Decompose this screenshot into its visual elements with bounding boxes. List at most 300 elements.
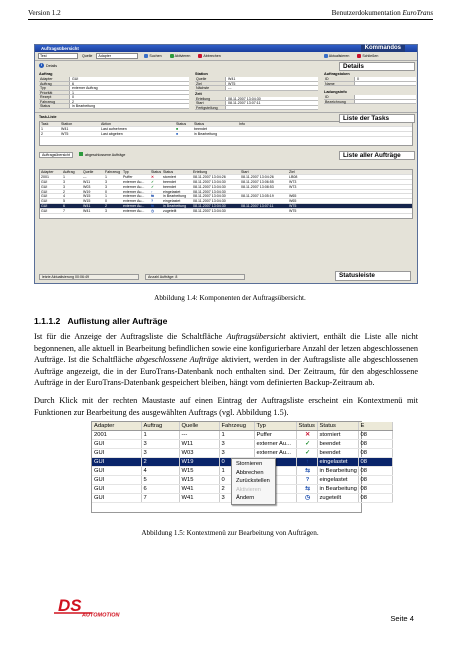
figure-caption-1: Abbildung 1.4: Komponenten der Auftragsübersicht. [154,294,306,302]
tasks-header [35,112,417,121]
order-cell: Puffer [123,174,133,179]
table-cell: 7 [141,494,179,503]
order-cell [240,209,288,213]
station-field-value: W75 [225,82,318,86]
version-label: Version 1.2 [28,9,61,17]
zeit-field-label: Start [196,101,204,105]
table-cell: 3 [141,440,179,449]
check-icon: ✓ [305,450,310,456]
auftrag-field-label: Status [40,104,51,108]
transfer-icon: ⇆ [151,204,155,209]
order-cell: 3 [63,184,65,189]
ladung-field-label: Bezeichnung [325,99,346,104]
column-header: Status [176,122,187,126]
station-field-label: Quelle [196,77,207,81]
auftrag-field [39,104,189,109]
table-cell: eingelastet [317,458,358,467]
task-cell: W75 [61,131,69,136]
order-cell: beendet [163,179,176,184]
kommandos-label: Kommandos [361,45,405,52]
order-cell: 2 [105,204,107,209]
order-cell: W41 [83,204,91,209]
order-cell: 5 [63,199,65,204]
auftrag-field-value: externer Auftrag [69,86,189,90]
cancel-icon: ✕ [305,432,310,438]
ladung-group-title: Ladungsinfo [324,90,347,94]
task-list [39,121,413,146]
order-cell: 08.11.2007 13:05:19 [241,194,274,199]
order-cell: GUI [41,209,48,214]
auftragsuebersicht-screenshot [34,44,418,284]
cancel-icon [198,54,202,58]
arrow-up-icon: ↑ [151,189,153,194]
status-square-icon: ■ [176,126,179,131]
order-cell: W73 [289,184,297,189]
order-cell: 7 [63,209,65,214]
column-header: Status [194,122,205,126]
order-cell: eingelastet [163,199,181,204]
table-cell: beendet [317,440,358,449]
table-cell: zugeteilt [317,494,358,503]
order-cell: GUI [41,184,48,189]
status-cell [150,175,162,179]
column-header: Erteilung [193,170,208,174]
table-cell: GUI [92,494,141,503]
task-cell [238,132,318,136]
table-cell: 2001 [92,431,141,440]
table-cell: 3 [219,449,254,458]
token-field-value: 0 [354,77,416,81]
order-cell: 08.11.2007 13:08:53 [241,184,274,189]
clock-icon: ◷ [304,495,311,501]
column-header: Status [151,170,162,174]
order-cell: 3 [105,179,107,184]
order-cell: W65 [289,199,297,204]
auftrag-group-title: Auftrag [39,72,53,76]
status-cell [296,449,317,458]
auftragsuebersicht-tab[interactable]: Auftragsübersicht [39,152,73,158]
question-icon: ? [151,199,154,204]
table-cell: 08 [358,485,392,494]
status-cell [296,494,317,503]
table-cell: in Bearbeitung [317,485,358,494]
order-cell: GUI [41,179,48,184]
column-header: Status [317,422,358,431]
quelle-select[interactable]: Adapter [96,53,138,59]
order-cell [240,199,288,203]
clock-icon: ◷ [151,209,155,214]
table-cell: GUI [92,458,141,467]
order-cell: storniert [163,174,176,179]
auftrag-field-value: 0 [69,95,189,99]
auftrag-field-value: 1 [69,91,189,95]
task-cell: W41 [61,126,69,131]
transfer-icon: ⇆ [151,194,155,199]
order-cell: 1 [105,174,107,179]
order-cell: 2 [63,189,65,194]
column-header: Ziel [289,170,295,174]
doc-title: Benutzerdokumentation EuroTrans [331,9,433,17]
status-cell [296,458,317,467]
figure-caption-2: Abbildung 1.5: Kontextmenü zur Bearbeitung von Aufträgen. [141,529,319,537]
last-update-label: letzte Aktualisierung 00:06:49 [39,274,139,280]
order-row[interactable] [40,209,412,214]
table-cell: Puffer [254,431,296,440]
table-cell: beendet [317,449,358,458]
task-cell: Last abgeben [101,131,123,136]
auftrag-field-label: Adapter [40,77,53,81]
search-icon [144,54,148,58]
column-header: E [358,422,392,431]
zeit-field-label: Erteilung [196,96,211,101]
status-cell [150,199,162,203]
details-panel [35,70,417,110]
order-cell: externer Au... [123,209,145,214]
table-cell: externer Au... [254,440,296,449]
table-cell: in Bearbeitung [317,467,358,476]
ladung-field [324,100,416,105]
table-cell: GUI [92,485,141,494]
table-cell: W19 [179,458,219,467]
order-cell [240,190,288,194]
table-cell: 6 [141,485,179,494]
table-cell: 1 [219,467,254,476]
table-cell: 2 [219,485,254,494]
check-icon: ✓ [305,441,310,447]
order-cell: W03 [83,184,91,189]
station-field-value: --- [225,86,318,90]
window-titlebar [35,45,417,52]
info-icon: i [39,63,44,68]
refresh-icon [324,54,328,58]
table-cell: 4 [141,467,179,476]
table-cell: storniert [317,431,358,440]
order-cell: W15 [83,194,91,199]
paragraph-1: Ist für die Anzeige der Auftragsliste die Schaltfläche Auftragsübersicht aktiviert, enthält die Liste alle nicht begonnenen, alle aktuell in Bearbeitung befindlichen sowie eine konfigurierbare Anzahl der letzen abgeschlossenen Aufträge. Ist die Schaltfläche abgeschlossene Aufträge aktiviert, werden in der Auftragsliste alle abgeschlossenen Aufträge angezeigt, die in der EuroTrans-Datenbank noch enthalten sind. Der Zeitraum, für den abgeschlossene Aufträge in der EuroTrans-Datenbank gespeichert bleiben, hängt vom definierten Backup-Zeitraum ab. [34,332,419,388]
table-header-row [92,422,392,431]
zeit-group-title: Zeit [195,91,202,96]
order-cell: 3 [105,209,107,214]
task-cell [238,127,318,131]
table-row[interactable] [92,431,392,440]
station-group-title: Station [195,72,208,76]
schliessen-button[interactable]: Schließen [355,54,380,58]
cancel-icon: ✕ [151,174,155,179]
table-cell: 5 [141,476,179,485]
order-cell: W65 [289,194,297,199]
order-cell: W75 [289,209,297,214]
column-header: Status [163,170,174,174]
order-cell: --- [83,174,87,179]
orders-header [35,150,417,159]
column-header: Task [41,122,49,126]
abgeschlossene-tab[interactable]: abgeschlossene Aufträge [75,152,129,157]
ds-automotion-logo [52,596,132,618]
order-cell: W73 [289,179,297,184]
ladung-field-value [354,95,416,99]
context-menu-item-stornieren[interactable]: Stornieren [236,461,263,467]
order-cell: 3 [63,179,65,184]
auftrag-group [39,72,189,110]
check-icon: ✓ [151,184,155,189]
page-header [28,9,433,20]
paragraph-2: Durch Klick mit der rechten Maustaste auf einen Eintrag der Auftragsliste erscheint ein Kontextmenü mit Funktionen zur Bearbeitung des ausgewählten Auftrags (vgl. Abbildung 1.5). [34,396,418,417]
order-count-label: Anzahl Aufträge: 8 [145,274,245,280]
tasks-title: Task-Liste [39,115,57,119]
auftrag-field-label: Typ [40,86,46,90]
details-callout: Details [339,62,415,72]
column-header: Adapter [92,422,141,431]
context-menu-item-abbrechen[interactable]: Abbrechen [236,469,264,476]
svg-text:AUTOMOTION: AUTOMOTION [82,612,120,619]
activate-icon [170,54,174,58]
order-list [39,169,413,219]
task-cell: 1 [41,126,43,131]
table-cell: 3 [219,494,254,503]
table-cell: 2 [141,458,179,467]
column-header: Quelle [179,422,219,431]
order-cell: W11 [83,179,91,184]
column-header: Station [61,122,73,126]
order-cell: 08.11.2007 13:04:30 [193,179,226,184]
order-cell: externer Au... [123,189,145,194]
zeit-field [195,106,318,111]
token-field-value [354,82,416,86]
auftrag-field-value: 6 [69,82,189,86]
svg-text:DS: DS [58,596,82,615]
order-cell: W19 [83,189,91,194]
order-cell: 08.11.2007 13:04:30 [193,199,226,204]
table-cell: W15 [179,467,219,476]
order-cell: 6 [63,204,65,209]
order-cell: externer Au... [123,179,145,184]
order-cell: externer Au... [123,194,145,199]
order-cell [288,190,308,194]
order-cell: 08.11.2007 13:04:30 [193,204,226,209]
zeit-field-value: 08.11.2007 13:07:11 [225,101,318,105]
column-header: Auftrag [141,422,179,431]
table-cell: 0 [219,476,254,485]
order-cell: 4 [63,194,65,199]
order-cell: GUI [41,189,48,194]
table-row[interactable] [92,440,392,449]
quelle-label: Quelle [82,54,93,58]
order-cell: W75 [289,204,297,209]
statusbar-callout: Statusleiste [335,271,411,281]
order-cell: W41 [83,209,91,214]
table-cell: externer Au... [254,449,296,458]
order-cell: 1 [105,194,107,199]
order-cell: externer Au... [123,199,145,204]
order-cell: 08.11.2007 13:07:11 [241,204,274,209]
status-cell [150,204,162,208]
auftrag-field-value: in Bearbeitung [69,104,189,108]
order-cell: 08.11.2007 13:04:30 [193,184,226,189]
context-menu-item-ndern[interactable]: Ändern [236,495,255,502]
context-menu-item-zurckstellen[interactable]: Zurückstellen [236,478,270,485]
order-cell: in Bearbeitung [163,194,187,199]
order-cell: 08.11.2007 13:04:30 [193,189,226,194]
table-cell: W11 [179,440,219,449]
station-field [195,86,318,91]
table-cell: 08 [358,431,392,440]
context-menu [231,458,276,505]
column-header: Typ [123,170,129,174]
table-cell: GUI [92,476,141,485]
page-number: Seite 4 [390,614,414,623]
status-cell [296,476,317,485]
task-cell: 2 [41,131,43,136]
column-header: Typ [254,422,296,431]
table-cell: W03 [179,449,219,458]
auftrag-field-value: GUI [69,77,189,81]
close-icon [357,54,361,58]
table-cell: GUI [92,449,141,458]
arrow-up-icon: ↑ [306,459,309,465]
section-heading: 1.1.1.2 Auflistung aller Aufträge [34,316,168,326]
order-cell: externer Au... [123,204,145,209]
order-cell: zugeteilt [163,209,177,214]
table-cell: W15 [179,476,219,485]
order-cell: 0 [105,199,107,204]
tasks-callout: Liste der Tasks [339,114,415,124]
status-cell [150,209,162,213]
order-cell: LB08 [289,174,298,179]
suchen-button[interactable]: Suchen [142,54,163,58]
token-field [324,82,416,87]
station-field-label: Ziel [196,81,202,86]
ladung-field-value [354,100,416,104]
task-cell [175,127,193,131]
task-cell: in Bearbeitung [194,131,218,136]
auftrag-field-label: Fahrzeug [40,99,56,104]
table-cell: W41 [179,494,219,503]
status-cell [296,485,317,494]
order-cell: beendet [163,184,176,189]
column-header: Fahrzeug [105,170,121,174]
task-cell [175,132,193,136]
token-ladung-group [324,72,416,110]
table-cell: 1 [219,431,254,440]
status-square-icon: ■ [176,131,179,136]
station-field-value: W41 [225,77,318,81]
table-cell: --- [179,431,219,440]
order-cell: 3 [105,184,107,189]
status-cell [296,467,317,476]
order-cell: eingelastet [163,189,181,194]
column-header: Start [241,170,249,174]
status-cell [296,431,317,440]
table-cell: 08 [358,440,392,449]
status-cell [150,194,162,198]
order-cell: 2001 [41,174,49,179]
column-header: Status [296,422,317,431]
question-icon: ? [305,477,310,483]
station-zeit-group [195,72,318,110]
task-row[interactable] [40,132,412,137]
transfer-icon: ⇆ [305,486,310,492]
order-cell: 0 [105,189,107,194]
order-cell: 08.11.2007 13:04:26 [241,174,274,179]
column-header: Info [239,122,245,126]
details-header [35,61,417,70]
order-cell: GUI [41,194,48,199]
table-cell: 3 [219,440,254,449]
table-cell: 08 [358,449,392,458]
details-tab[interactable]: Details [46,63,57,68]
order-cell: 08.11.2007 13:06:55 [241,179,274,184]
token-field-label: ID [325,77,329,81]
status-cell [296,440,317,449]
abbrechen-button[interactable]: Abbrechen [196,54,222,58]
ladung-field-label: ID [325,95,329,99]
auftrag-field-label: Rezept [40,95,52,99]
column-header: Adapter [41,170,54,174]
auftrag-field-label: Auftrag [40,81,52,86]
auftrag-field-value: 2 [69,100,189,104]
table-cell: GUI [92,440,141,449]
window-title: Auftragsübersicht [41,46,79,51]
aktualisieren-button[interactable]: Aktualisieren [322,54,352,58]
table-cell: 08 [358,494,392,503]
order-cell: GUI [41,204,48,209]
table-cell: W41 [179,485,219,494]
order-cell: 1 [63,174,65,179]
aktivieren-button[interactable]: Aktivieren [168,54,193,58]
zeit-field-value: 08.11.2007 13:04:30 [225,97,318,101]
order-cell: GUI [41,199,48,204]
table-cell: GUI [92,467,141,476]
order-cell: 08.11.2007 13:04:26 [193,174,226,179]
table-cell: 1 [141,431,179,440]
table-cell: 3 [141,449,179,458]
order-cell: 08.11.2007 13:04:30 [193,194,226,199]
column-header: Fahrzeug [219,422,254,431]
task-cell: Last aufnehmen [101,126,127,131]
status-cell [150,190,162,194]
order-cell: 08.11.2007 13:04:30 [193,209,226,214]
auftrag-field-label: Priorität [40,90,53,95]
check-icon: ✓ [151,179,155,184]
table-cell: 08 [358,458,392,467]
table-cell: 08 [358,476,392,485]
toolbar [35,52,417,61]
table-row[interactable] [92,449,392,458]
zeit-field-label: Fertigstellung [196,105,218,110]
order-cell: W15 [83,199,91,204]
order-cell: externer Au... [123,184,145,189]
column-header: Auftrag [63,170,75,174]
context-menu-screenshot [91,421,367,513]
token-field-label: Name [325,81,335,86]
table-cell: 0 [219,458,254,467]
transfer-icon: ⇆ [305,468,310,474]
column-header: Quelle [83,170,94,174]
statusbar [39,274,413,280]
column-header: Aktion [101,122,111,126]
token-group-title: Auftragstoken [324,72,350,76]
table-cell: 08 [358,467,392,476]
status-cell [150,180,162,184]
context-menu-item-aktivieren: Aktivieren [236,486,261,493]
order-cell: in Bearbeitung [163,204,187,209]
task-cell: beendet [194,126,207,131]
adapter-field[interactable]: Test [38,53,78,59]
table-cell: eingelastet [317,476,358,485]
zeit-field-value [225,106,318,110]
station-field-label: Nächste [196,86,210,90]
status-cell [150,185,162,189]
